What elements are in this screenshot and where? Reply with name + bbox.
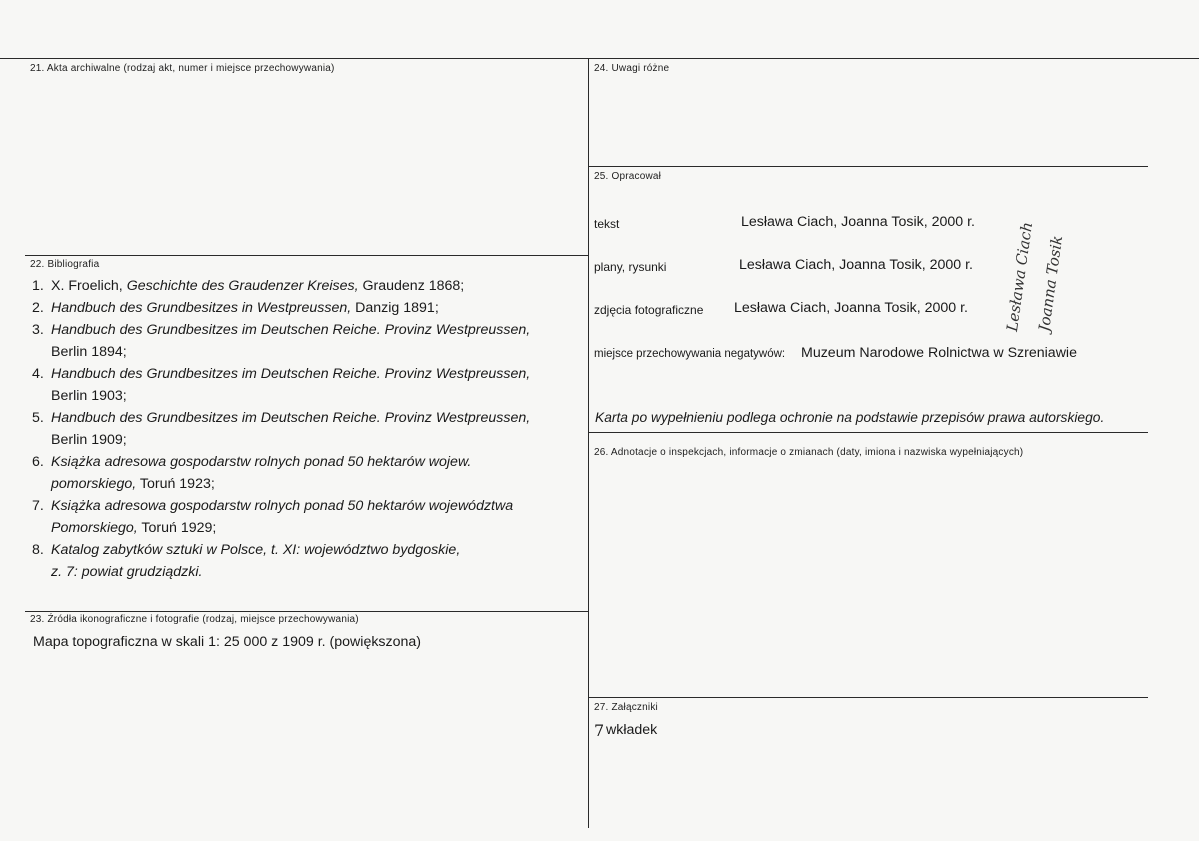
divider-21-22 [25,255,588,256]
section-24-label: 24. Uwagi różne [594,63,670,74]
bibliography-item-line [51,275,577,297]
signature-tosik: Joanna Tosik [1035,234,1067,333]
bibliography-text-segment: Handbuch des Grundbesitzes im Deutschen Reiche. Provinz Westpreussen, [51,410,531,426]
section-26-label: 26. Adnotacje o inspekcjach, informacje o zmianach (daty, imiona i nazwiska wypełniających) [594,447,1024,458]
bibliography-text-segment: X. Froelich, [51,278,127,294]
bibliography-item-number: 1. [32,278,44,294]
bibliography-text-segment: Graudenz 1868; [358,278,465,294]
section-27-label: 27. Załączniki [594,702,658,713]
divider-26-27 [588,697,1148,698]
bibliography-item-line [51,319,577,341]
bibliography-item-line [51,539,577,561]
bibliography-list [32,275,577,583]
bibliography-item-number: 5. [32,410,44,426]
bibliography-item-number: 4. [32,366,44,382]
bibliography-item [32,451,577,495]
bibliography-item-line [51,517,577,539]
bibliography-item-line [51,385,577,407]
bibliography-item-number: 8. [32,542,44,558]
bibliography-text-segment: z. 7: powiat grudziądzki. [51,564,203,580]
row-value-photos: Lesława Ciach, Joanna Tosik, 2000 r. [734,300,968,316]
section-21-label: 21. Akta archiwalne (rodzaj akt, numer i miejsce przechowywania) [30,63,335,74]
bibliography-text-segment: Berlin 1903; [51,388,127,404]
bibliography-item-line [51,297,577,319]
attachments-text: wkładek [606,722,658,738]
row-label-photos: zdjęcia fotograficzne [594,303,704,317]
bibliography-text-segment: Toruń 1923; [136,476,215,492]
bibliography-item [32,319,577,363]
bibliography-item-number: 2. [32,300,44,316]
bibliography-item [32,539,577,583]
bibliography-item [32,495,577,539]
top-border [0,58,1199,59]
bibliography-item [32,297,577,319]
bibliography-text-segment: Książka adresowa gospodarstw rolnych ponad 50 hektarów wojew. [51,454,472,470]
bibliography-text-segment: Berlin 1894; [51,344,127,360]
row-label-text: tekst [594,217,620,231]
signature-ciach: Lesława Ciach [1003,220,1037,333]
section-22-label: 22. Bibliografia [30,259,100,270]
section-23-label: 23. Źródła ikonograficzne i fotografie (rodzaj, miejsce przechowywania) [30,614,359,625]
bibliography-item [32,363,577,407]
bibliography-text-segment: Geschichte des Graudenzer Kreises, [126,278,359,294]
divider-22-23 [25,611,588,612]
bibliography-text-segment: Książka adresowa gospodarstw rolnych ponad 50 hektarów województwa [51,498,514,514]
divider-24-25 [588,166,1148,167]
bibliography-item-line [51,451,577,473]
bibliography-text-segment: Handbuch des Grundbesitzes im Deutschen Reiche. Provinz Westpreussen, [51,322,531,338]
section-25-label: 25. Opracował [594,171,662,182]
bibliography-item-number: 3. [32,322,44,338]
bibliography-text-segment: Handbuch des Grundbesitzes in Westpreussen, [51,300,352,316]
bibliography-item-line [51,407,577,429]
bibliography-item [32,275,577,297]
negatives-value: Muzeum Narodowe Rolnictwa w Szreniawie [801,345,1077,361]
bibliography-text-segment: Handbuch des Grundbesitzes im Deutschen Reiche. Provinz Westpreussen, [51,366,531,382]
negatives-label: miejsce przechowywania negatywów: [594,348,786,360]
bibliography-text-segment: Pomorskiego, [51,520,138,536]
bibliography-item-number: 7. [32,498,44,514]
bibliography-item [32,407,577,451]
bibliography-text-segment: Toruń 1929; [137,520,217,536]
copyright-notice: Karta po wypełnieniu podlega ochronie na podstawie przepisów prawa autorskiego. [595,410,1105,425]
bibliography-item-line [51,495,577,517]
bibliography-text-segment: Berlin 1909; [51,432,127,448]
bibliography-item-number: 6. [32,454,44,470]
row-label-drawings: plany, rysunki [594,260,667,274]
bibliography-text-segment: Danzig 1891; [351,300,439,316]
bibliography-text-segment: Katalog zabytków sztuki w Polsce, t. XI: województwo bydgoskie, [51,542,461,558]
bibliography-text-segment: pomorskiego, [51,476,137,492]
divider-notice-26 [588,432,1148,433]
bibliography-item-line [51,473,577,495]
row-value-drawings: Lesława Ciach, Joanna Tosik, 2000 r. [739,257,973,273]
bibliography-item-line [51,429,577,451]
iconographic-source: Mapa topograficzna w skali 1: 25 000 z 1909 r. (powiększona) [33,634,422,650]
bibliography-item-line [51,341,577,363]
bibliography-item-line [51,363,577,385]
row-value-text: Lesława Ciach, Joanna Tosik, 2000 r. [741,214,975,230]
attachments-count: 7 [594,721,605,740]
bibliography-item-line [51,561,577,583]
column-divider [588,58,589,828]
